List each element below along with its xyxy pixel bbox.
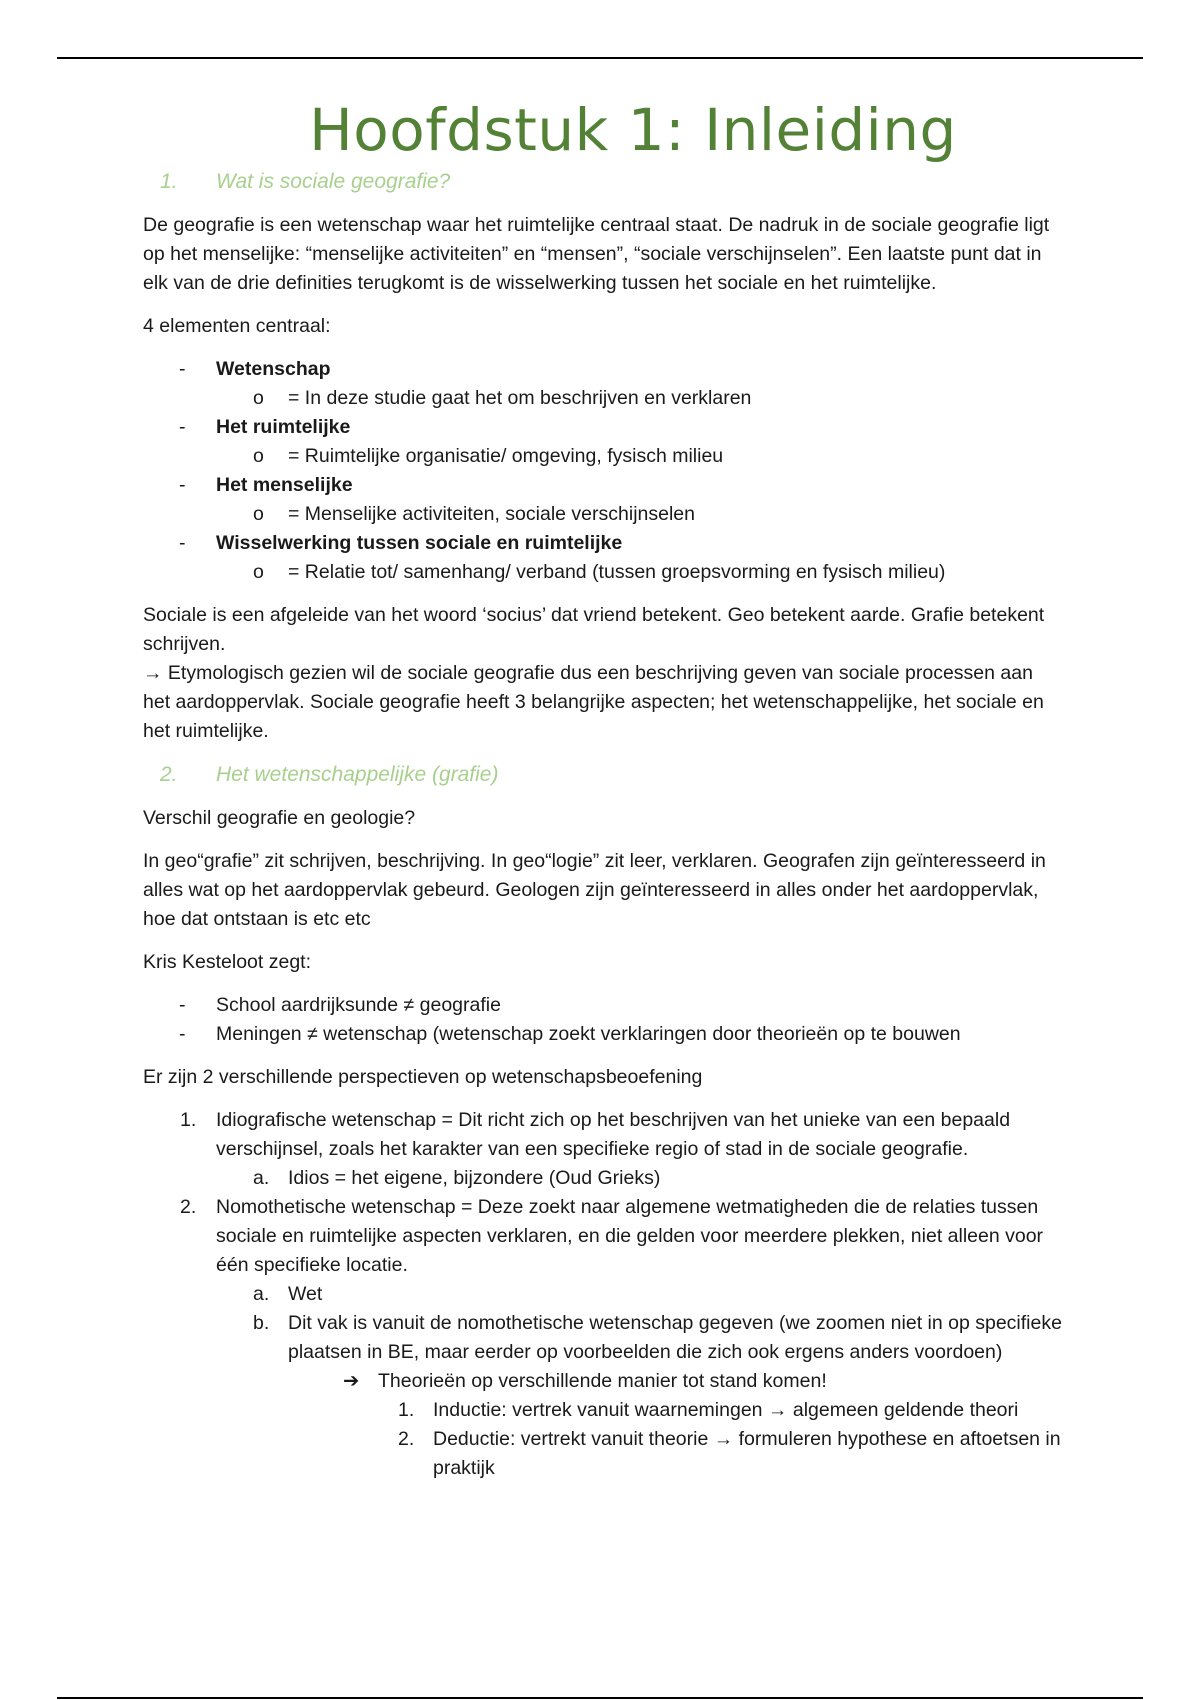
- paragraph: Sociale is een afgeleide van het woord ‘socius’ dat vriend betekent. Geo betekent aarde. Grafie betekent schrijven.: [143, 604, 1045, 655]
- document-page: [143, 95, 1063, 1483]
- perspective-text: Nomothetische wetenschap = Deze zoekt naar algemene wetmatigheden die de relaties tussen sociale en ruimtelijke aspecten verklaren, en die gelden voor meerdere plekken, niet alleen voor één specifieke locatie.: [216, 1196, 1044, 1276]
- element-desc: = In deze studie gaat het om beschrijven en verklaren: [288, 387, 752, 409]
- list-item: [143, 1106, 1063, 1193]
- arrow-item-text: Theorieën op verschillende manier tot stand komen!: [378, 1370, 827, 1392]
- element-term: Wetenschap: [216, 358, 331, 380]
- sub-item: [143, 1164, 1063, 1193]
- element-desc: = Relatie tot/ samenhang/ verband (tussen groepsvorming en fysisch milieu): [288, 561, 946, 583]
- arrow-paragraph: [143, 659, 1063, 746]
- sub-letter: a.: [253, 1167, 270, 1189]
- element-term: Het menselijke: [216, 474, 353, 496]
- quote-text: Meningen ≠ wetenschap (wetenschap zoekt verklaringen door theorieën op te bouwen: [216, 1023, 961, 1045]
- sub-item: [143, 500, 1063, 529]
- list-item: [143, 1020, 1063, 1049]
- list-item: [143, 413, 1063, 471]
- paragraph: 4 elementen centraal:: [143, 315, 331, 337]
- dash-bullet: -: [179, 994, 186, 1016]
- circle-bullet: o: [253, 561, 264, 583]
- sub-text: Dit vak is vanuit de nomothetische wetenschap gegeven (we zoomen niet in op specifieke plaatsen in BE, maar eerder op voorbeelden die zich ook ergens anders voordoen): [288, 1312, 1062, 1363]
- perspective-text: Idiografische wetenschap = Dit richt zich op het beschrijven van het unieke van een bepaald verschijnsel, zoals het karakter van een specifieke regio of stad in de sociale geografie.: [216, 1109, 1011, 1160]
- list-item: [143, 529, 1063, 587]
- perspectives-list: [143, 1106, 1063, 1483]
- circle-bullet: o: [253, 445, 264, 467]
- paragraph: In geo“grafie” zit schrijven, beschrijving. In geo“logie” zit leer, verklaren. Geografen zijn geïnteresseerd in alles wat op het aardoppervlak gebeurd. Geologen zijn geïnteresseerd in alles onder het aardoppervlak, hoe dat ontstaan is etc etc: [143, 850, 1046, 930]
- method-item: [143, 1425, 1063, 1483]
- quote-text: School aardrijksunde ≠ geografie: [216, 994, 501, 1016]
- elements-list: [143, 355, 1063, 587]
- dash-bullet: -: [179, 532, 186, 554]
- sub-item: [143, 1309, 1063, 1367]
- item-number: 1.: [180, 1109, 197, 1131]
- sub-item: [143, 384, 1063, 413]
- method-text: Inductie: vertrek vanuit waarnemingen → algemeen geldende theori: [433, 1399, 1019, 1421]
- sub-text: Idios = het eigene, bijzondere (Oud Grieks): [288, 1167, 661, 1189]
- list-item: [143, 991, 1063, 1020]
- dash-bullet: -: [179, 416, 186, 438]
- paragraph: Kris Kesteloot zegt:: [143, 951, 311, 973]
- paragraph-text: Etymologisch gezien wil de sociale geografie dus een beschrijving geven van sociale processen aan het aardoppervlak. Sociale geografie heeft 3 belangrijke aspecten; het wetenschappelijke, het sociale en het ruimtelijke.: [143, 662, 1044, 742]
- dash-bullet: -: [179, 358, 186, 380]
- sub-item: [143, 442, 1063, 471]
- circle-bullet: o: [253, 387, 264, 409]
- method-number: 2.: [398, 1428, 415, 1450]
- top-rule: [57, 57, 1143, 59]
- sub-item: [143, 558, 1063, 587]
- quotes-list: [143, 991, 1063, 1049]
- method-number: 1.: [398, 1399, 415, 1421]
- sub-letter: a.: [253, 1283, 270, 1305]
- sub-text: Wet: [288, 1283, 323, 1305]
- element-desc: = Ruimtelijke organisatie/ omgeving, fysisch milieu: [288, 445, 724, 467]
- sub-item: [143, 1280, 1063, 1309]
- element-desc: = Menselijke activiteiten, sociale verschijnselen: [288, 503, 695, 525]
- paragraph: Verschil geografie en geologie?: [143, 807, 416, 829]
- section-heading-2: [143, 760, 1063, 790]
- paragraph: Er zijn 2 verschillende perspectieven op wetenschapsbeoefening: [143, 1066, 703, 1088]
- list-item: [143, 1193, 1063, 1483]
- sub-letter: b.: [253, 1312, 270, 1334]
- arrow-item: [143, 1367, 1063, 1396]
- section-heading-text: Wat is sociale geografie?: [216, 170, 451, 193]
- element-term: Het ruimtelijke: [216, 416, 351, 438]
- bottom-rule: [57, 1697, 1143, 1699]
- method-item: [143, 1396, 1063, 1425]
- section-number: 2.: [160, 763, 178, 786]
- item-number: 2.: [180, 1196, 197, 1218]
- list-item: [143, 355, 1063, 413]
- section-heading-1: [143, 167, 1063, 197]
- page-title: Hoofdstuk 1: Inleiding: [309, 96, 957, 164]
- bold-arrow-icon: ➔: [343, 1370, 360, 1392]
- arrow-icon: →: [143, 662, 163, 684]
- list-item: [143, 471, 1063, 529]
- method-text: Deductie: vertrekt vanuit theorie → formuleren hypothese en aftoetsen in praktijk: [433, 1428, 1061, 1479]
- section-number: 1.: [160, 170, 178, 193]
- element-term: Wisselwerking tussen sociale en ruimtelijke: [216, 532, 623, 554]
- dash-bullet: -: [179, 474, 186, 496]
- dash-bullet: -: [179, 1023, 186, 1045]
- paragraph: De geografie is een wetenschap waar het ruimtelijke centraal staat. De nadruk in de sociale geografie ligt op het menselijke: “menselijke activiteiten” en “mensen”, “sociale verschijnselen”. Een laatste punt dat in elk van de drie definities terugkomt is de wisselwerking tussen het sociale en het ruimtelijke.: [143, 214, 1050, 294]
- section-heading-text: Het wetenschappelijke (grafie): [216, 763, 499, 786]
- circle-bullet: o: [253, 503, 264, 525]
